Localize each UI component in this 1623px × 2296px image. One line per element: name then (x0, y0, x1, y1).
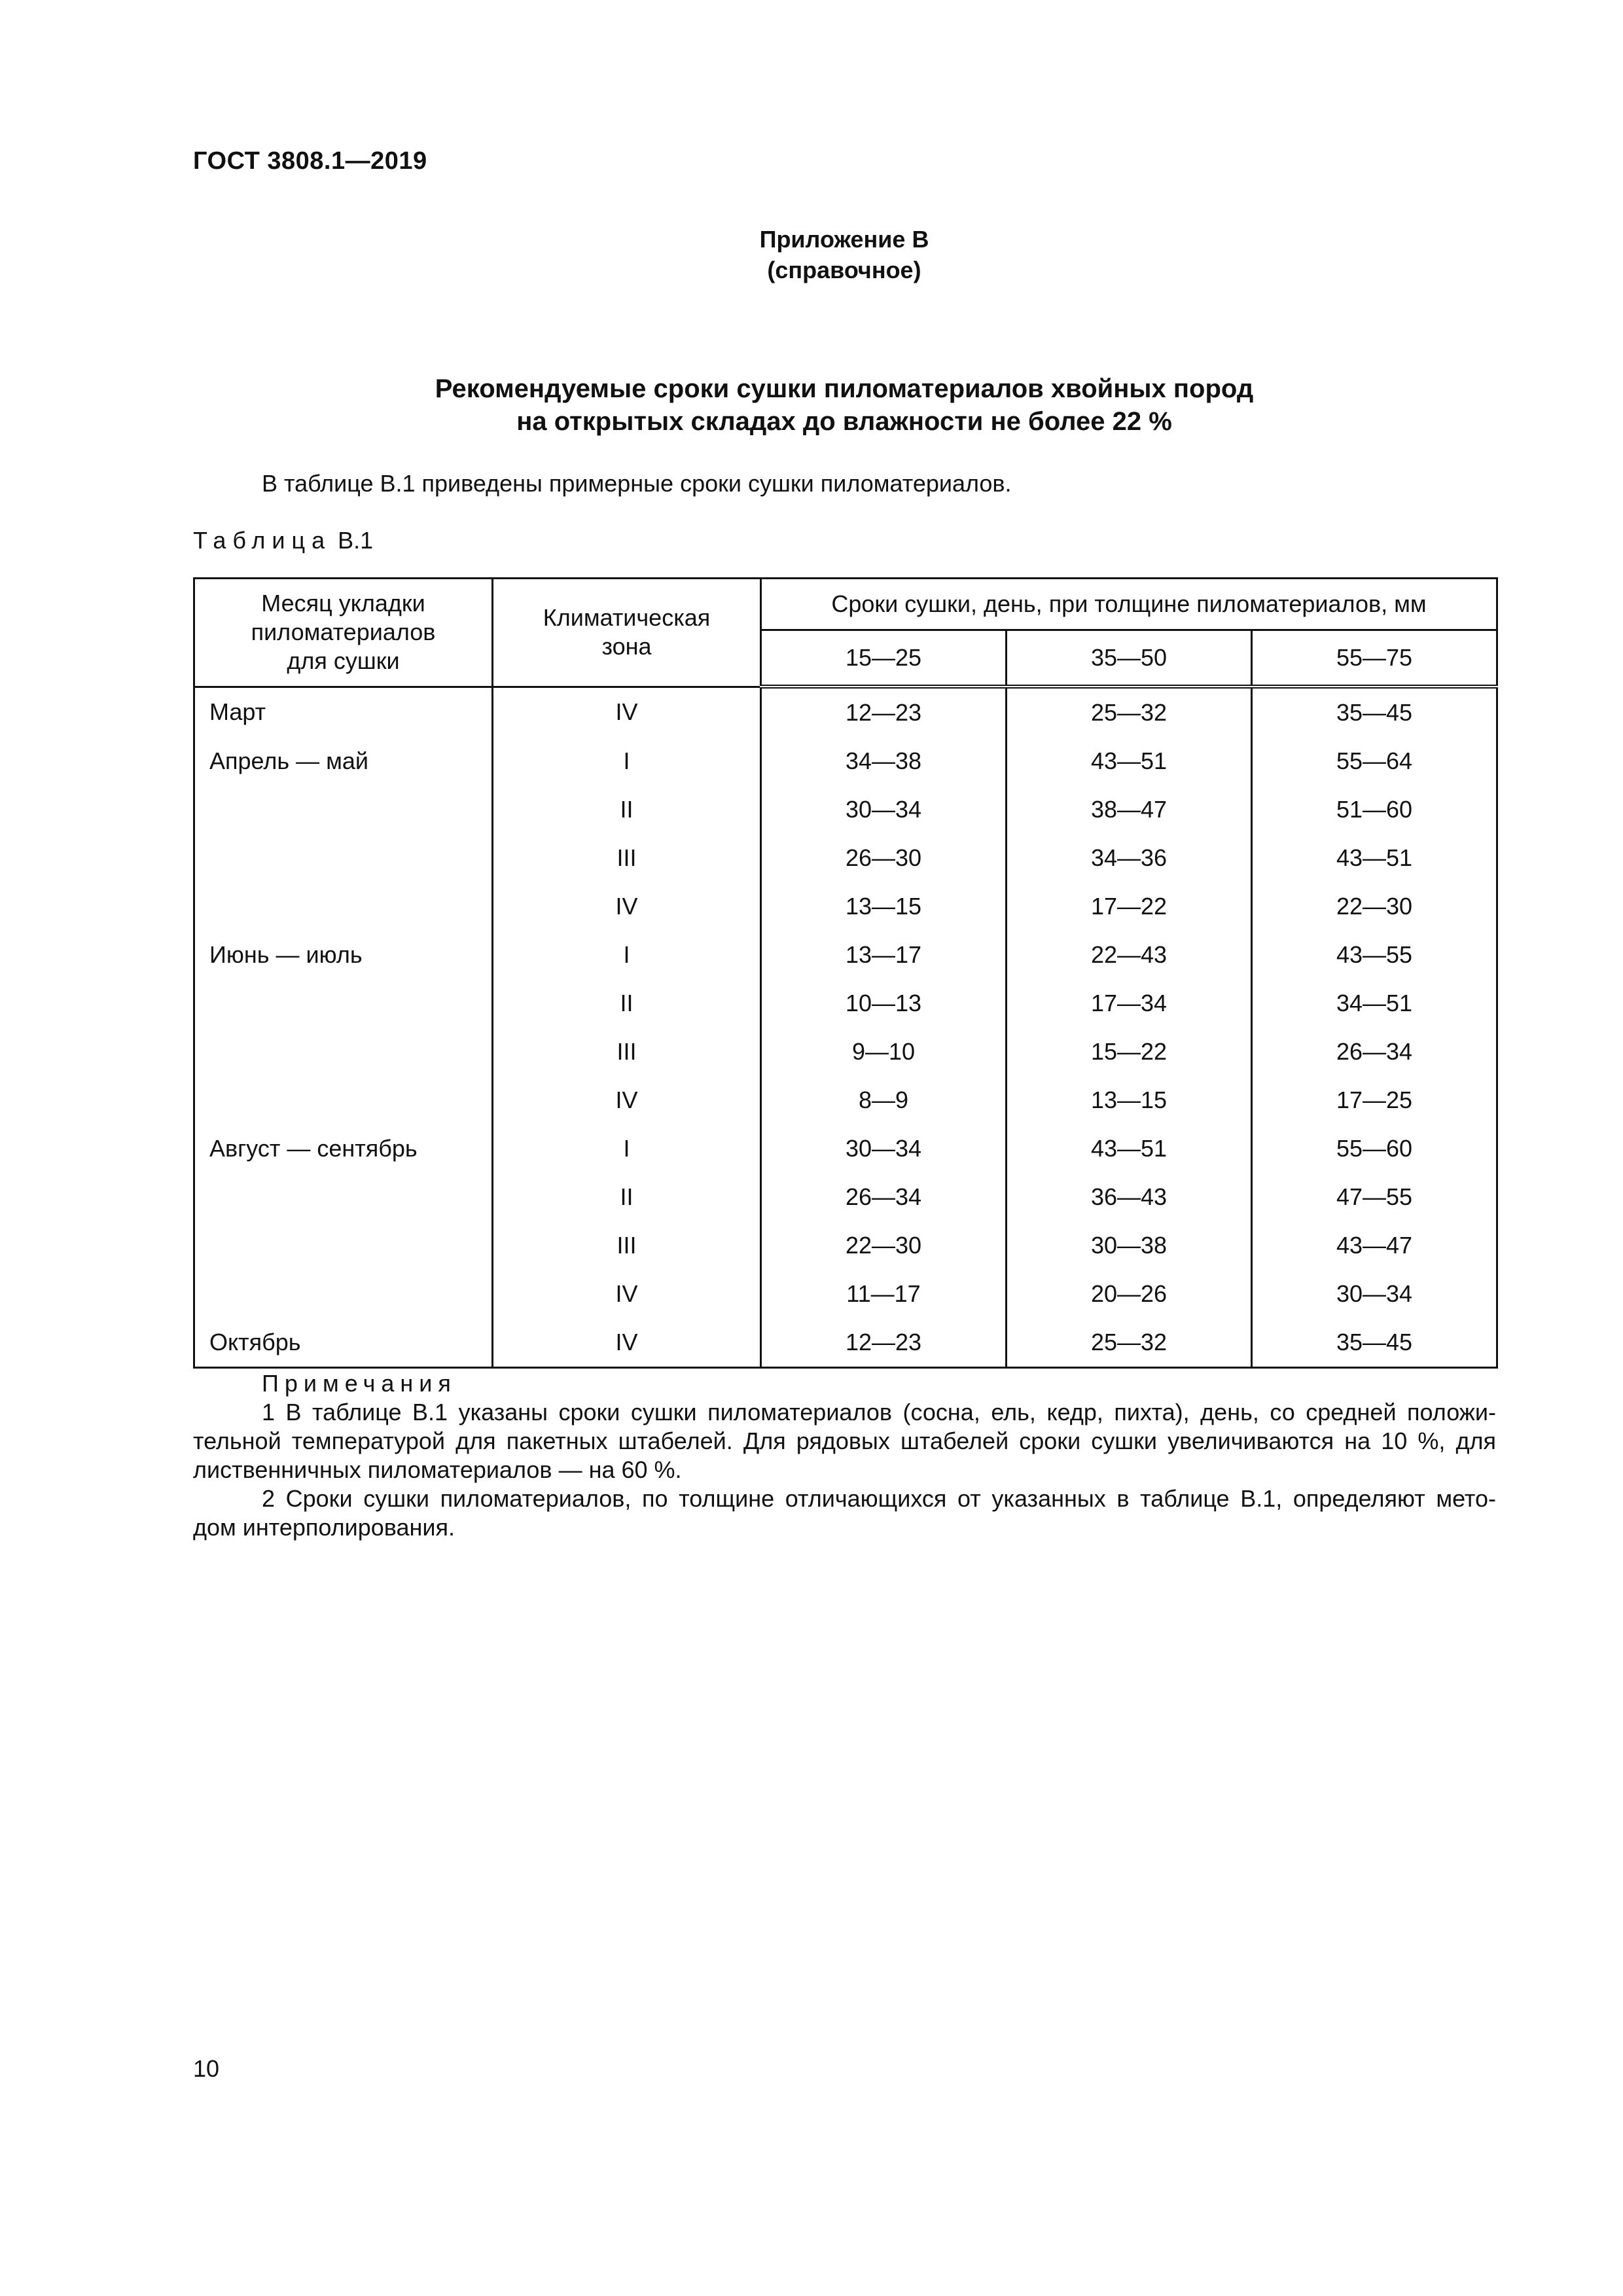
table-row (194, 1173, 1497, 1221)
cell-zone: III (493, 834, 761, 882)
cell-value: 30—34 (1252, 1270, 1497, 1318)
cell-value: 38—47 (1007, 785, 1252, 834)
cell-value: 25—32 (1007, 687, 1252, 737)
header-month (194, 579, 493, 687)
cell-value: 43—51 (1252, 834, 1497, 882)
cell-value: 30—38 (1007, 1221, 1252, 1270)
cell-value: 9—10 (761, 1028, 1007, 1076)
cell-value: 26—34 (761, 1173, 1007, 1221)
cell-month (194, 785, 493, 834)
table-row (194, 1028, 1497, 1076)
cell-value: 20—26 (1007, 1270, 1252, 1318)
cell-zone: IV (493, 687, 761, 737)
table-caption (193, 527, 373, 554)
cell-month: Март (194, 687, 493, 737)
cell-value: 25—32 (1007, 1318, 1252, 1368)
cell-month (194, 1270, 493, 1318)
cell-value: 22—30 (761, 1221, 1007, 1270)
cell-value: 17—25 (1252, 1076, 1497, 1124)
cell-value: 35—45 (1252, 1318, 1497, 1368)
cell-value: 10—13 (761, 979, 1007, 1028)
cell-value: 30—34 (761, 785, 1007, 834)
document-header: ГОСТ 3808.1—2019 (193, 147, 427, 175)
cell-zone: I (493, 737, 761, 785)
header-thickness-35-50: 35—50 (1007, 630, 1252, 687)
notes-heading: Примечания (262, 1370, 457, 1397)
cell-zone: II (493, 1173, 761, 1221)
note-1-line-2: тельной температурой для пакетных штабелей. Для рядовых штабелей сроки сушки увеличиваются на 10 %, для (193, 1427, 1496, 1454)
table-row (194, 979, 1497, 1028)
table-row (194, 882, 1497, 931)
note-1-line-3: лиственничных пиломатериалов — на 60 %. (193, 1456, 682, 1483)
cell-value: 51—60 (1252, 785, 1497, 834)
table-row (194, 1124, 1497, 1173)
cell-month (194, 1173, 493, 1221)
header-month-line: Месяц укладки (261, 590, 425, 617)
header-drying-terms: Сроки сушки, день, при толщине пиломатериалов, мм (761, 579, 1497, 630)
section-title-line-1: Рекомендуемые сроки сушки пиломатериалов хвойных пород (435, 374, 1254, 403)
cell-value: 43—51 (1007, 737, 1252, 785)
cell-zone: II (493, 785, 761, 834)
intro-paragraph: В таблице В.1 приведены примерные сроки сушки пиломатериалов. (262, 470, 1012, 497)
page-number: 10 (193, 2055, 220, 2082)
appendix-kind: (справочное) (767, 257, 921, 283)
cell-month (194, 834, 493, 882)
cell-month (194, 979, 493, 1028)
header-thickness-15-25: 15—25 (761, 630, 1007, 687)
table-row (194, 1221, 1497, 1270)
header-zone-line: Климатическая (543, 604, 711, 632)
section-title-line-2: на открытых складах до влажности не более 22 % (516, 407, 1172, 436)
cell-value: 55—60 (1252, 1124, 1497, 1173)
cell-zone: III (493, 1221, 761, 1270)
cell-value: 34—36 (1007, 834, 1252, 882)
table-row (194, 785, 1497, 834)
table-row (194, 931, 1497, 979)
cell-value: 12—23 (761, 1318, 1007, 1368)
cell-value: 34—51 (1252, 979, 1497, 1028)
appendix-title: Приложение В (759, 226, 929, 253)
cell-value: 30—34 (761, 1124, 1007, 1173)
note-2-line-1: 2 Сроки сушки пиломатериалов, по толщине отличающихся от указанных в таблице В.1, определяют мето- (262, 1485, 1496, 1512)
cell-value: 8—9 (761, 1076, 1007, 1124)
cell-value: 26—34 (1252, 1028, 1497, 1076)
cell-zone: II (493, 979, 761, 1028)
table-row (194, 1076, 1497, 1124)
cell-value: 13—15 (761, 882, 1007, 931)
cell-month (194, 1076, 493, 1124)
note-2-line-2: дом интерполирования. (193, 1514, 455, 1541)
cell-value: 43—47 (1252, 1221, 1497, 1270)
table-row (194, 687, 1497, 737)
cell-zone: IV (493, 1318, 761, 1368)
cell-zone: III (493, 1028, 761, 1076)
header-month-line: для сушки (287, 647, 400, 675)
note-1-line-1: 1 В таблице В.1 указаны сроки сушки пиломатериалов (сосна, ель, кедр, пихта), день, со средней положи- (262, 1399, 1496, 1426)
header-month-line: пиломатериалов (251, 619, 436, 646)
cell-month: Октябрь (194, 1318, 493, 1368)
header-thickness-55-75: 55—75 (1252, 630, 1497, 687)
cell-zone: I (493, 931, 761, 979)
cell-month (194, 882, 493, 931)
cell-zone: IV (493, 882, 761, 931)
cell-value: 13—15 (1007, 1076, 1252, 1124)
cell-value: 22—43 (1007, 931, 1252, 979)
cell-value: 22—30 (1252, 882, 1497, 931)
cell-value: 43—55 (1252, 931, 1497, 979)
cell-value: 55—64 (1252, 737, 1497, 785)
cell-value: 11—17 (761, 1270, 1007, 1318)
table-row (194, 737, 1497, 785)
table-caption-number: В.1 (338, 527, 374, 554)
cell-value: 34—38 (761, 737, 1007, 785)
cell-month: Август — сентябрь (194, 1124, 493, 1173)
table-row (194, 1318, 1497, 1368)
cell-month (194, 1221, 493, 1270)
header-zone (493, 579, 761, 687)
cell-zone: IV (493, 1270, 761, 1318)
cell-value: 15—22 (1007, 1028, 1252, 1076)
table-row (194, 834, 1497, 882)
cell-value: 12—23 (761, 687, 1007, 737)
cell-value: 13—17 (761, 931, 1007, 979)
table-caption-label: Таблица (193, 527, 332, 554)
cell-month (194, 1028, 493, 1076)
cell-value: 36—43 (1007, 1173, 1252, 1221)
cell-value: 47—55 (1252, 1173, 1497, 1221)
table-body (194, 687, 1497, 1368)
cell-value: 26—30 (761, 834, 1007, 882)
cell-month: Апрель — май (194, 737, 493, 785)
cell-value: 35—45 (1252, 687, 1497, 737)
cell-value: 43—51 (1007, 1124, 1252, 1173)
header-zone-line: зона (601, 633, 652, 660)
cell-value: 17—22 (1007, 882, 1252, 931)
cell-value: 17—34 (1007, 979, 1252, 1028)
table-row (194, 1270, 1497, 1318)
cell-zone: I (493, 1124, 761, 1173)
cell-zone: IV (493, 1076, 761, 1124)
drying-terms-table (193, 577, 1498, 1369)
cell-month: Июнь — июль (194, 931, 493, 979)
